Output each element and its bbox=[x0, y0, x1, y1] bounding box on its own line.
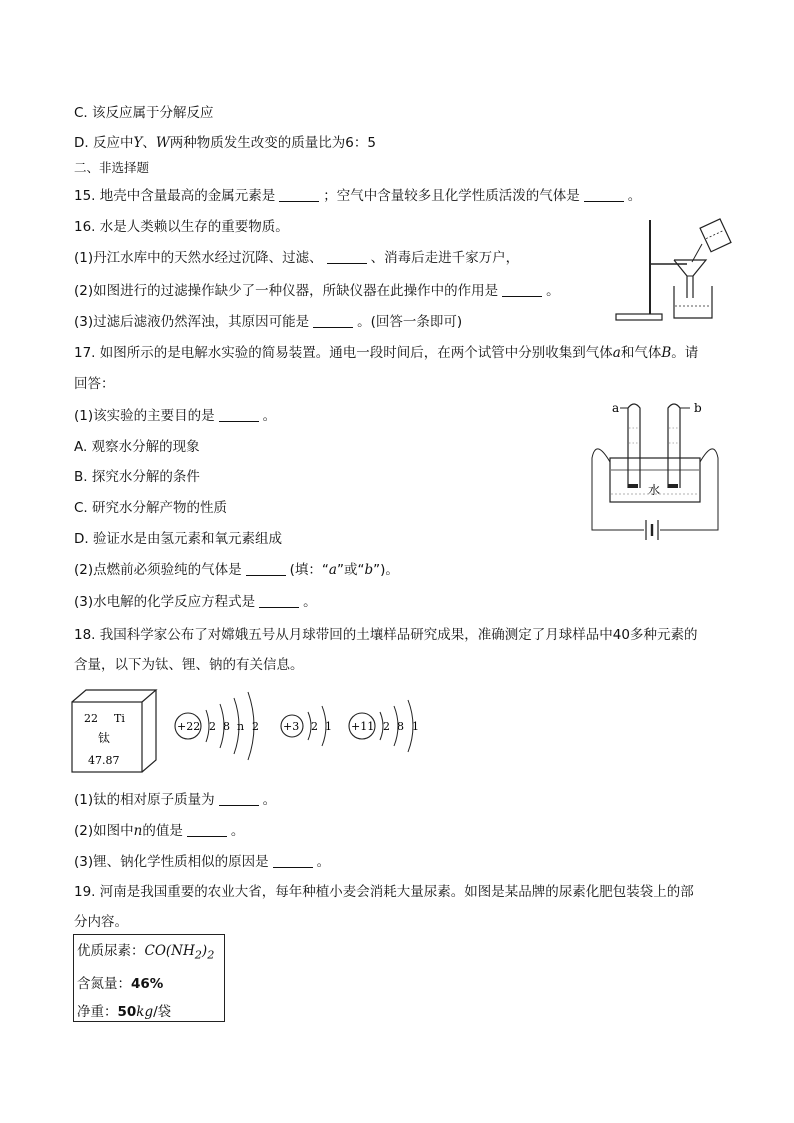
li-shell-2: 1 bbox=[325, 720, 332, 733]
ti-shell-3: n bbox=[237, 720, 245, 733]
blank[interactable] bbox=[187, 823, 227, 837]
blank[interactable] bbox=[219, 408, 259, 422]
option-d: D. 验证水是由氢元素和氧元素组成 bbox=[74, 531, 282, 547]
q14-option-d: D. 反应中Y、W两种物质发生改变的质量比为6：5 bbox=[74, 135, 376, 151]
q14-option-c: C. 该反应属于分解反应 bbox=[74, 105, 214, 121]
titanium-element-card bbox=[70, 688, 160, 774]
question-17-sub2: (2)点燃前必须验纯的气体是 (填：“a”或“b”)。 bbox=[74, 562, 399, 578]
ti-shell-2: 8 bbox=[223, 720, 230, 733]
na-shell-1: 2 bbox=[383, 720, 390, 733]
ti-name: 钛 bbox=[98, 731, 111, 745]
fertilizer-label-box bbox=[73, 934, 225, 1022]
blank[interactable] bbox=[502, 283, 542, 297]
question-18-stem-2: 含量，以下为钛、锂、钠的有关信息。 bbox=[74, 657, 304, 673]
question-16-sub3: (3)过滤后滤液仍然浑浊，其原因可能是 。(回答一条即可) bbox=[74, 314, 463, 330]
blank[interactable] bbox=[259, 594, 299, 608]
ti-atomic-number: 22 bbox=[84, 712, 98, 725]
fertilizer-nitrogen: 含氮量：46% bbox=[77, 975, 164, 992]
ti-symbol: Ti bbox=[114, 712, 125, 725]
ti-shell-4: 2 bbox=[252, 720, 259, 733]
question-18-sub1: (1)钛的相对原子质量为 。 bbox=[74, 792, 277, 808]
question-17-stem-1: 17. 如图所示的是电解水实验的简易装置。通电一段时间后，在两个试管中分别收集到气体a和气体B。请 bbox=[74, 345, 699, 361]
question-19-stem-1: 19. 河南是我国重要的农业大省，每年种植小麦会消耗大量尿素。如图是某品牌的尿素化肥包装袋上的部 bbox=[74, 884, 694, 900]
label-water: 水 bbox=[648, 483, 661, 497]
question-18-sub2: (2)如图中n的值是 。 bbox=[74, 823, 245, 839]
question-17-sub1: (1)该实验的主要目的是 。 bbox=[74, 408, 277, 424]
na-shell-3: 1 bbox=[412, 720, 419, 733]
ti-nucleus: +22 bbox=[177, 720, 201, 733]
question-15: 15. 地壳中含量最高的金属元素是 ；空气中含量较多且化学性质活泼的气体是 。 bbox=[74, 188, 642, 204]
blank[interactable] bbox=[219, 792, 259, 806]
li-nucleus: +3 bbox=[283, 720, 300, 733]
question-16-sub2: (2)如图进行的过滤操作缺少了一种仪器，所缺仪器在此操作中的作用是 。 bbox=[74, 283, 560, 299]
option-c: C. 研究水分解产物的性质 bbox=[74, 500, 228, 516]
question-17-stem-2: 回答： bbox=[74, 376, 115, 392]
section-heading: 二、非选择题 bbox=[74, 160, 150, 175]
label-b: b bbox=[694, 401, 702, 415]
li-shell-1: 2 bbox=[311, 720, 318, 733]
question-16-stem: 16. 水是人类赖以生存的重要物质。 bbox=[74, 219, 289, 235]
question-17-sub3: (3)水电解的化学反应方程式是 。 bbox=[74, 594, 317, 610]
option-b: B. 探究水分解的条件 bbox=[74, 469, 200, 485]
blank[interactable] bbox=[246, 562, 286, 576]
question-18-sub3: (3)锂、钠化学性质相似的原因是 。 bbox=[74, 854, 331, 870]
question-19-stem-2: 分内容。 bbox=[74, 914, 128, 930]
question-16-sub1: (1)丹江水库中的天然水经过沉降、过滤、 、消毒后走进千家万户， bbox=[74, 250, 520, 266]
filtration-figure bbox=[612, 214, 732, 326]
blank[interactable] bbox=[327, 250, 367, 264]
blank[interactable] bbox=[584, 188, 624, 202]
fertilizer-weight: 净重：50kg/袋 bbox=[77, 1003, 172, 1020]
ti-atomic-mass: 47.87 bbox=[88, 754, 120, 767]
label-a: a bbox=[612, 401, 620, 415]
na-shell-2: 8 bbox=[397, 720, 404, 733]
blank[interactable] bbox=[313, 314, 353, 328]
blank[interactable] bbox=[273, 854, 313, 868]
fertilizer-name: 优质尿素：$CO(NH_2)_2$ bbox=[77, 943, 215, 962]
question-18-stem-1: 18. 我国科学家公布了对嫦娥五号从月球带回的土壤样品研究成果，准确测定了月球样品中40多种元素的 bbox=[74, 627, 698, 643]
atom-structure-diagrams bbox=[172, 684, 432, 770]
na-nucleus: +11 bbox=[351, 720, 375, 733]
ti-shell-1: 2 bbox=[209, 720, 216, 733]
electrolysis-figure bbox=[590, 398, 720, 548]
option-a: A. 观察水分解的现象 bbox=[74, 439, 200, 455]
blank[interactable] bbox=[279, 188, 319, 202]
